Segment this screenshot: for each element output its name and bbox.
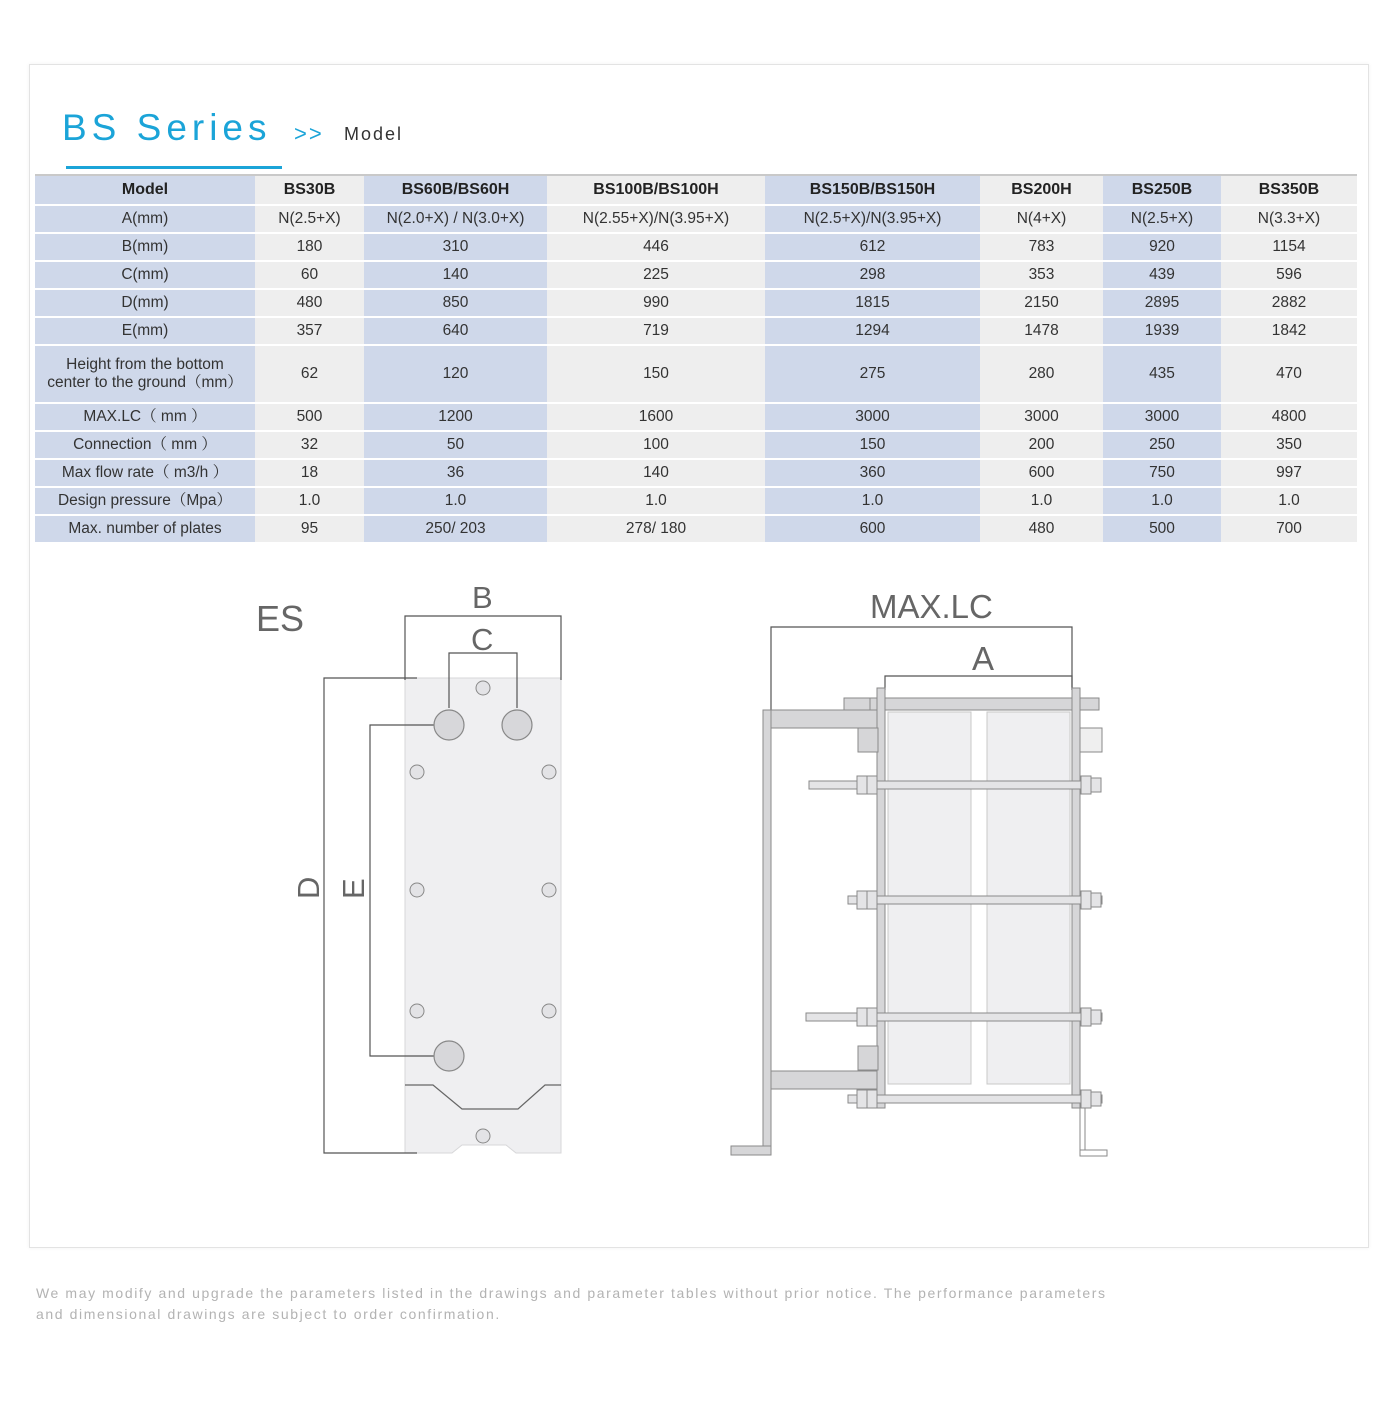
plate-label: ES [256,598,305,639]
row-label: C(mm) [35,261,255,289]
table-cell: 50 [364,431,547,459]
table-cell: 439 [1103,261,1221,289]
bolt-hole [410,1004,424,1018]
frame-foot [731,1146,771,1155]
table-cell: 350 [1221,431,1357,459]
column-header: BS200H [980,175,1103,205]
bolt-nut [857,776,867,794]
disclaimer-text: We may modify and upgrade the parameters listed in the drawings and parameter tables without prior notice. The performance parameters and dimensional drawings are subject to order confirmation. [36,1285,1107,1322]
table-cell: 3000 [1103,403,1221,431]
table-cell: 470 [1221,345,1357,403]
table-cell: 62 [255,345,364,403]
table-cell: 1.0 [765,487,980,515]
dim-d-label: D [291,876,326,899]
row-label: Connection（ mm ） [35,431,255,459]
dim-e-label: E [336,878,371,899]
table-cell: 150 [765,431,980,459]
row-label: A(mm) [35,205,255,233]
tie-bolt [848,1095,1102,1103]
table-cell: 750 [1103,459,1221,487]
table-cell: 250 [1103,431,1221,459]
table-cell: 1.0 [980,487,1103,515]
column-header: BS100B/BS100H [547,175,765,205]
table-cell: N(2.0+X) / N(3.0+X) [364,205,547,233]
table-cell: 435 [1103,345,1221,403]
plate-body [405,678,561,1153]
table-cell: 1842 [1221,317,1357,345]
bolt-hole [410,883,424,897]
bolt-nut [1091,1010,1101,1024]
bolt-nut [867,1090,877,1108]
table-cell: 278/ 180 [547,515,765,543]
table-cell: 18 [255,459,364,487]
column-header: BS60B/BS60H [364,175,547,205]
table-cell: 480 [255,289,364,317]
table-cell: 200 [980,431,1103,459]
bolt-nut [1081,891,1091,909]
table-cell: 1600 [547,403,765,431]
table-cell: 1154 [1221,233,1357,261]
table-cell: 310 [364,233,547,261]
table-cell: 500 [255,403,364,431]
bolt-nut [1081,1008,1091,1026]
column-header: BS150B/BS150H [765,175,980,205]
dim-c-label: C [471,622,494,657]
table-cell: 150 [547,345,765,403]
table-cell: N(3.3+X) [1221,205,1357,233]
row-label: D(mm) [35,289,255,317]
tie-bolt [848,896,1102,904]
row-label: Design pressure（Mpa） [35,487,255,515]
table-cell: 1.0 [1103,487,1221,515]
table-cell: 120 [364,345,547,403]
carrying-bar [870,698,1099,710]
frame-stand [763,710,771,1155]
table-cell: 60 [255,261,364,289]
port-hole [502,710,532,740]
table-cell: 36 [364,459,547,487]
bolt-hole [476,681,490,695]
bolt-nut [1081,776,1091,794]
table-cell: 600 [980,459,1103,487]
table-cell: 275 [765,345,980,403]
bolt-hole [542,765,556,779]
rear-foot [1080,1150,1107,1156]
bolt-nut [867,891,877,909]
bolt-nut [1081,1090,1091,1108]
table-cell: 997 [1221,459,1357,487]
table-cell: N(2.5+X) [1103,205,1221,233]
table-cell: 280 [980,345,1103,403]
bolt-nut [1091,778,1101,792]
frame-bottom-arm [771,1071,879,1089]
tie-bolt [806,1013,1102,1021]
table-cell: 225 [547,261,765,289]
table-cell: 1478 [980,317,1103,345]
bolt-hole [542,883,556,897]
table-cell: 250/ 203 [364,515,547,543]
bolt-nut [857,891,867,909]
table-cell: 990 [547,289,765,317]
breadcrumb-label: Model [344,124,404,144]
table-cell: 612 [765,233,980,261]
bolt-nut [857,1090,867,1108]
table-cell: 4800 [1221,403,1357,431]
table-cell: 719 [547,317,765,345]
table-cell: 353 [980,261,1103,289]
table-cell: N(2.5+X) [255,205,364,233]
table-cell: 2882 [1221,289,1357,317]
frame-top-arm [771,710,879,728]
table-cell: 100 [547,431,765,459]
table-cell: 95 [255,515,364,543]
table-cell: 360 [765,459,980,487]
row-label: Height from the bottom center to the ground（mm） [35,345,255,403]
bolt-nut [867,1008,877,1026]
page-title: BS Series [62,107,272,148]
tie-bolt [809,781,1099,789]
port-hole [434,1041,464,1071]
table-cell: 32 [255,431,364,459]
table-cell: 1294 [765,317,980,345]
table-cell: 180 [255,233,364,261]
bolt-nut [867,776,877,794]
bolt-hole [542,1004,556,1018]
row-label: Max. number of plates [35,515,255,543]
table-cell: 500 [1103,515,1221,543]
column-header: BS30B [255,175,364,205]
table-cell: 446 [547,233,765,261]
table-cell: N(2.55+X)/N(3.95+X) [547,205,765,233]
table-cell: 783 [980,233,1103,261]
rear-support [1080,1108,1085,1156]
table-cell: 1200 [364,403,547,431]
port-nozzle [858,1046,878,1070]
bolt-hole [410,765,424,779]
bolt-nut [1091,893,1101,907]
port-nozzle [858,728,878,752]
table-cell: 1.0 [547,487,765,515]
frame-label: MAX.LC [870,588,993,625]
table-cell: 2150 [980,289,1103,317]
table-cell: 700 [1221,515,1357,543]
table-cell: 140 [364,261,547,289]
table-cell: 850 [364,289,547,317]
table-cell: 298 [765,261,980,289]
dim-a-line [885,676,1072,690]
row-label: B(mm) [35,233,255,261]
port-hole [434,710,464,740]
breadcrumb-arrow-icon: >> [294,121,324,146]
column-header-model: Model [35,175,255,205]
table-cell: 3000 [980,403,1103,431]
table-cell: 600 [765,515,980,543]
table-cell: 140 [547,459,765,487]
table-cell: 920 [1103,233,1221,261]
row-label: MAX.LC（ mm ） [35,403,255,431]
table-cell: 1939 [1103,317,1221,345]
table-cell: 1.0 [364,487,547,515]
bolt-nut [857,1008,867,1026]
table-cell: 357 [255,317,364,345]
dim-b-label: B [472,580,493,615]
table-cell: 596 [1221,261,1357,289]
row-label: Max flow rate（ m3/h ） [35,459,255,487]
table-cell: N(4+X) [980,205,1103,233]
table-cell: 480 [980,515,1103,543]
table-cell: 640 [364,317,547,345]
table-cell: 1.0 [255,487,364,515]
table-cell: 1815 [765,289,980,317]
pressure-lug [1080,728,1102,752]
table-cell: 1.0 [1221,487,1357,515]
dim-a-label: A [972,640,995,677]
table-cell: 2895 [1103,289,1221,317]
column-header: BS250B [1103,175,1221,205]
table-cell: N(2.5+X)/N(3.95+X) [765,205,980,233]
row-label: E(mm) [35,317,255,345]
table-cell: 3000 [765,403,980,431]
bolt-hole [476,1129,490,1143]
column-header: BS350B [1221,175,1357,205]
bolt-nut [1091,1092,1101,1106]
